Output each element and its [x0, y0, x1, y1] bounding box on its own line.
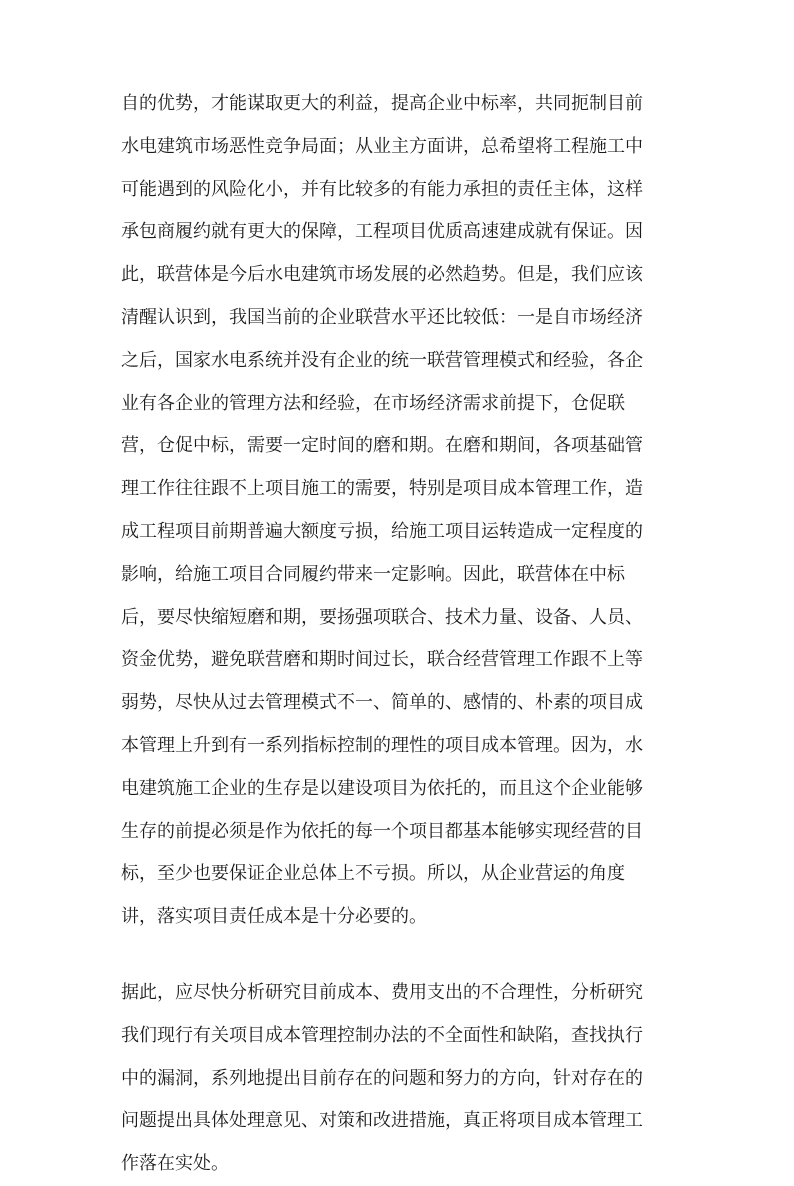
paragraph-2	[121, 972, 687, 1186]
text-line: 影响，给施工项目合同履约带来一定影响。因此，联营体在中标	[121, 563, 625, 585]
text-line: 中的漏洞，系列地提出目前存在的问题和努力的方向，针对存在的	[121, 1067, 643, 1089]
text-line: 清醒认识到，我国当前的企业联营水平还比较低：一是自市场经济	[121, 306, 643, 328]
text-line: 水电建筑市场恶性竞争局面；从业主方面讲，总希望将工程施工中	[121, 135, 643, 157]
text-line: 此，联营体是今后水电建筑市场发展的必然趋势。但是，我们应该	[121, 264, 643, 286]
text-line: 问题提出具体处理意见、对策和改进措施，真正将项目成本管理工	[121, 1110, 643, 1132]
text-line: 弱势，尽快从过去管理模式不一、简单的、感情的、朴素的项目成	[121, 692, 643, 714]
text-line: 承包商履约就有更大的保障，工程项目优质高速建成就有保证。因	[121, 221, 643, 243]
text-line: 业有各企业的管理方法和经验，在市场经济需求前提下，仓促联	[121, 392, 625, 414]
text-line: 营，仓促中标，需要一定时间的磨和期。在磨和期间，各项基础管	[121, 435, 643, 457]
text-line: 电建筑施工企业的生存是以建设项目为依托的，而且这个企业能够	[121, 777, 643, 799]
text-line: 理工作往往跟不上项目施工的需要，特别是项目成本管理工作，造	[121, 478, 643, 500]
text-line: 本管理上升到有一系列指标控制的理性的项目成本管理。因为，水	[121, 734, 643, 756]
text-line: 生存的前提必须是作为依托的每一个项目都基本能够实现经营的目	[121, 820, 643, 842]
text-line: 可能遇到的风险化小，并有比较多的有能力承担的责任主体，这样	[121, 178, 643, 200]
text-line: 后，要尽快缩短磨和期，要扬强项联合、技术力量、设备、人员、	[121, 606, 643, 628]
text-line: 资金优势，避免联营磨和期时间过长，联合经营管理工作跟不上等	[121, 649, 643, 671]
paragraph-spacer	[121, 939, 687, 972]
text-line: 作落在实处。	[121, 1153, 229, 1175]
text-line: 标，至少也要保证企业总体上不亏损。所以，从企业营运的角度	[121, 863, 625, 885]
document-body	[121, 83, 687, 1186]
text-line: 自的优势，才能谋取更大的利益，提高企业中标率，共同扼制目前	[121, 93, 643, 114]
text-line: 据此，应尽快分析研究目前成本、费用支出的不合理性，分析研究	[121, 981, 643, 1003]
text-line: 之后，国家水电系统并没有企业的统一联营管理模式和经验，各企	[121, 349, 643, 371]
paragraph-1	[121, 83, 687, 939]
text-line: 成工程项目前期普遍大额度亏损，给施工项目运转造成一定程度的	[121, 520, 643, 542]
text-line: 讲，落实项目责任成本是十分必要的。	[121, 906, 427, 928]
text-line: 我们现行有关项目成本管理控制办法的不全面性和缺陷，查找执行	[121, 1024, 643, 1046]
